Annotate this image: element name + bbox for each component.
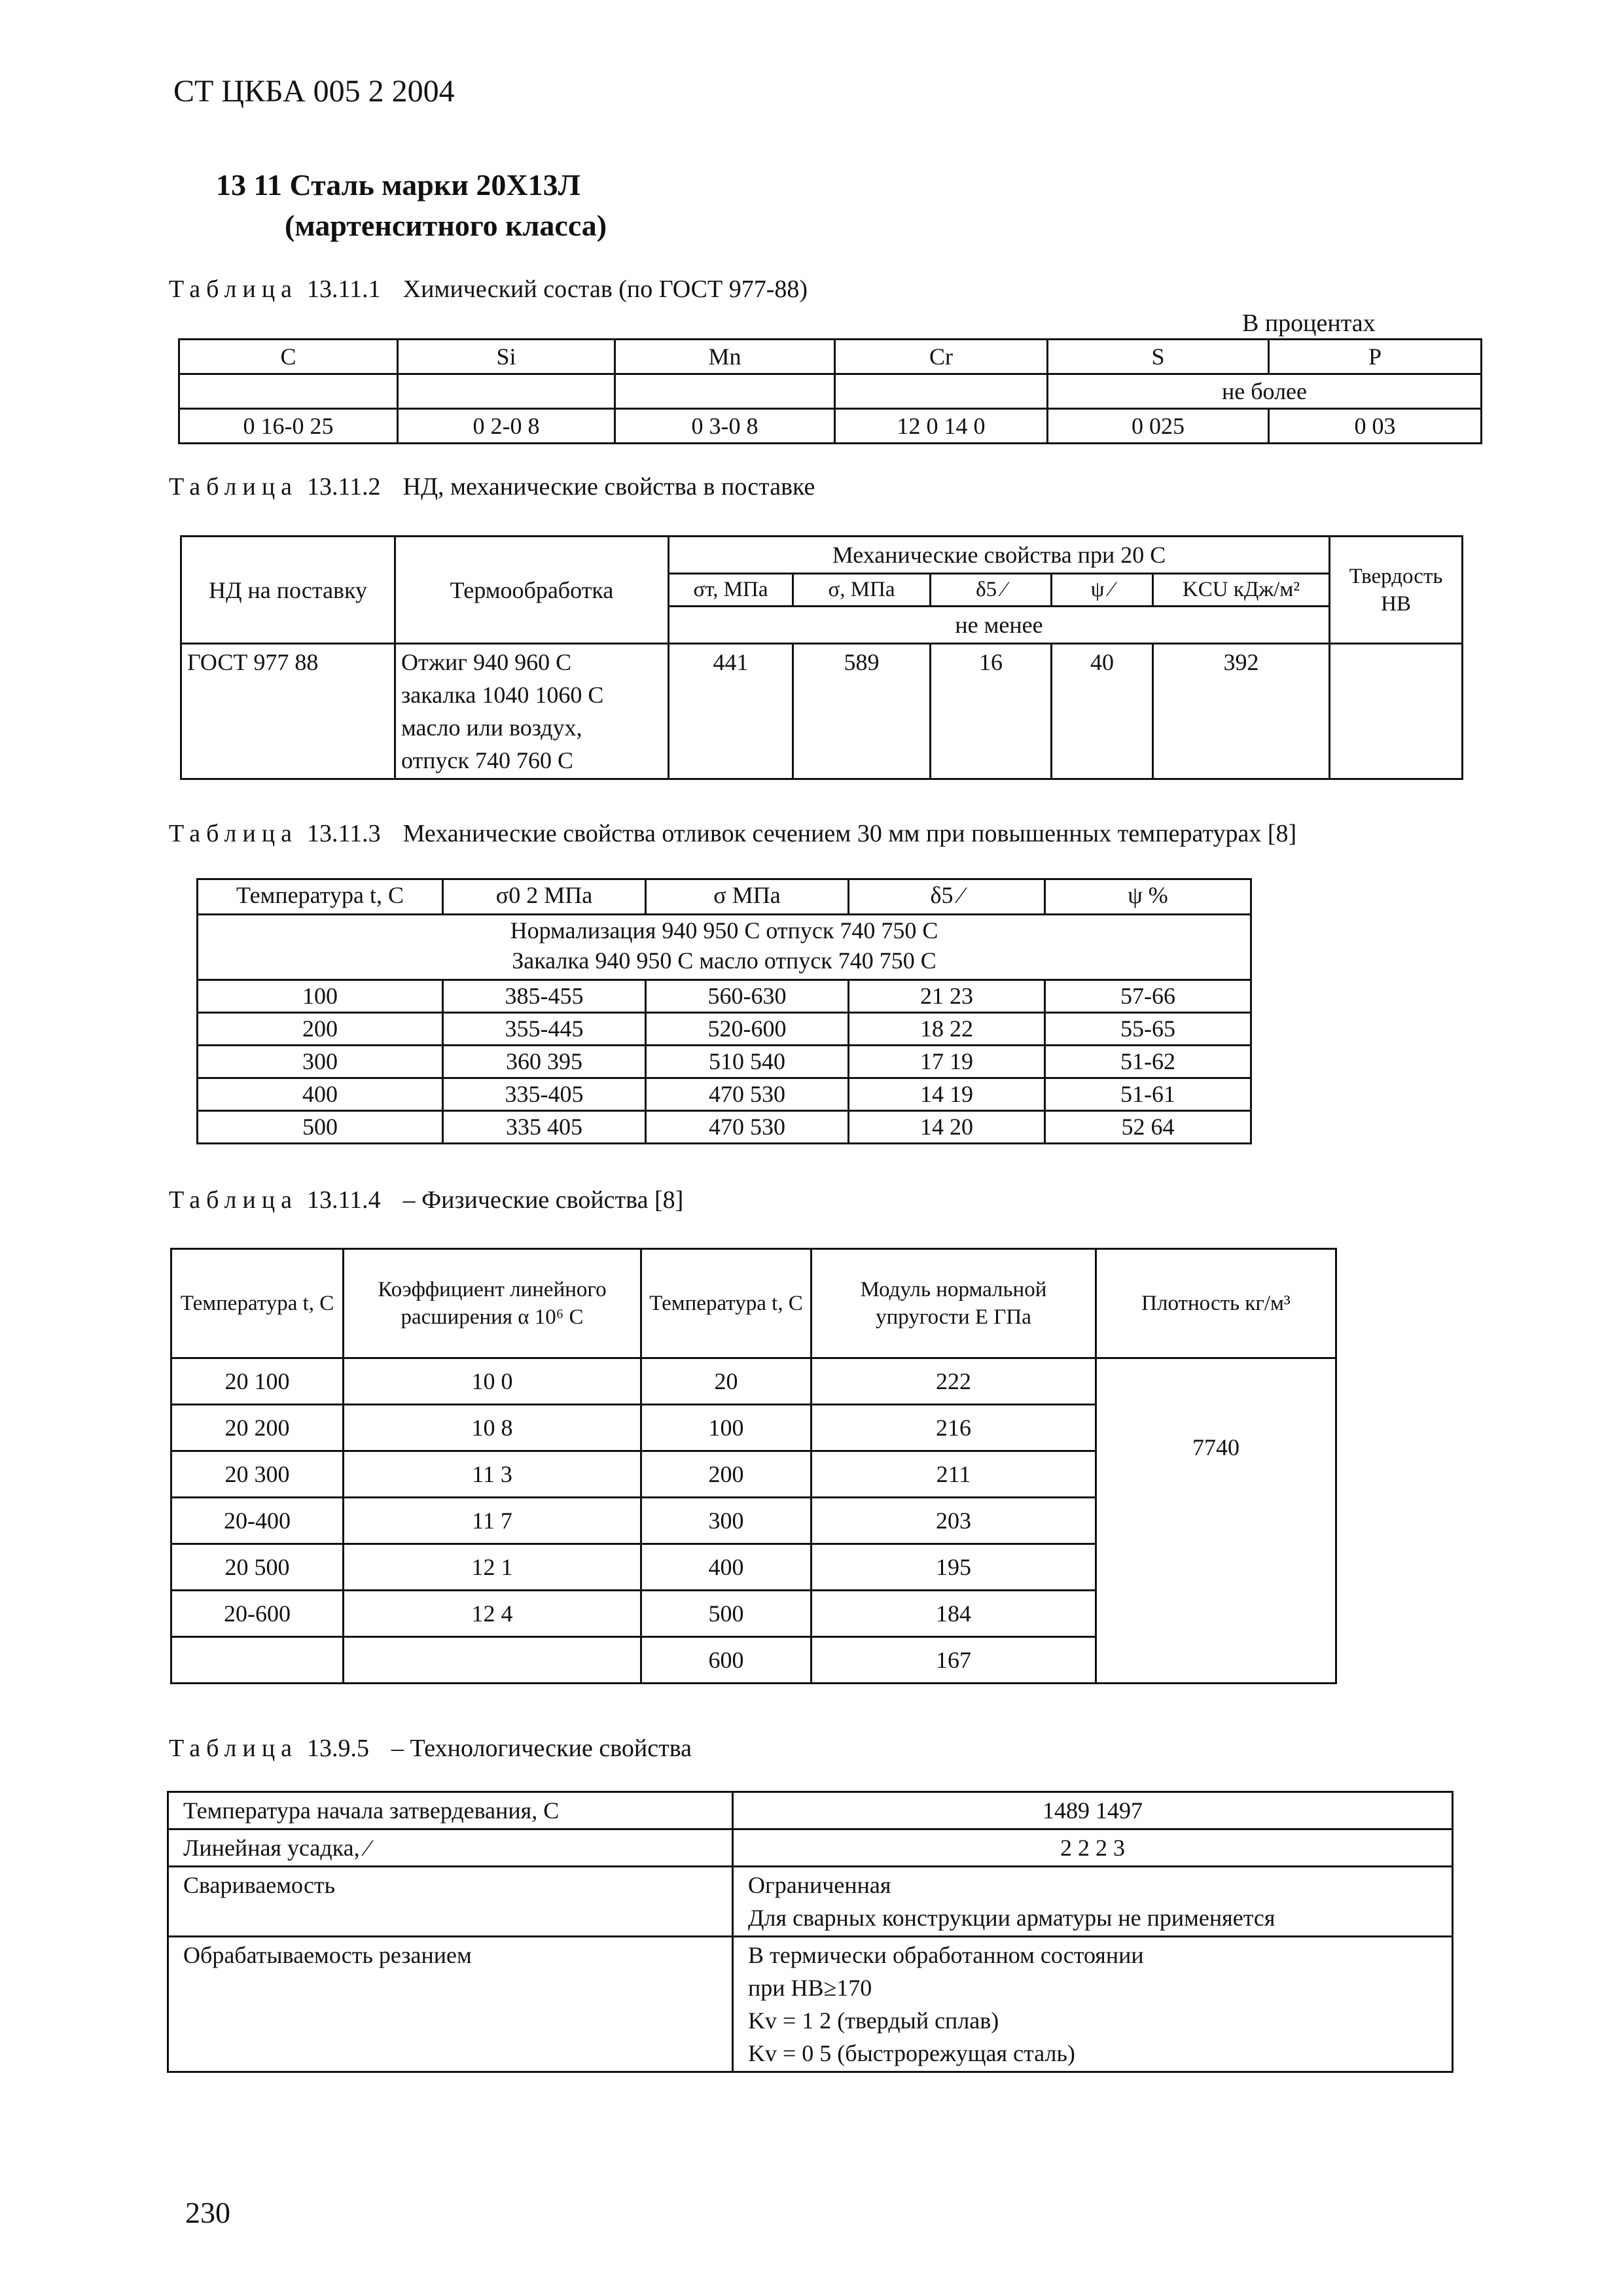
value-line: Kv = 0 5 (быстрорежущая сталь) (748, 2040, 1075, 2066)
subheader-cell: не более (1048, 374, 1482, 409)
property-cell: Линейная усадка, ⁄ (168, 1829, 733, 1867)
header-cell: Температура t, С (171, 1249, 344, 1358)
table-cell: 195 (812, 1544, 1096, 1591)
table-cell: 51-61 (1045, 1078, 1251, 1111)
table-row (198, 1013, 1251, 1046)
header-cell: C (179, 340, 398, 374)
property-cell: Свариваемость (168, 1867, 733, 1937)
table1-unit-note: В процентах (1242, 309, 1376, 337)
table-cell: 11 7 (344, 1498, 641, 1544)
table-cell: 21 23 (849, 980, 1045, 1013)
table-cell: 500 (198, 1111, 443, 1144)
value-cell: 0 16-0 25 (179, 409, 398, 444)
table-cell: 20 500 (171, 1544, 344, 1591)
header-cell: Коэффициент линейного расширения α 10⁶ С (344, 1249, 641, 1358)
page-number: 230 (185, 2196, 230, 2229)
caption-number: 13.9.5 (307, 1735, 370, 1762)
table5-caption (169, 1734, 692, 1763)
header-cell: Mn (615, 340, 835, 374)
value-cell (733, 1867, 1453, 1937)
property-cell: Обрабатываемость резанием (168, 1937, 733, 2072)
table-cell: 20-600 (171, 1591, 344, 1637)
header-cell: S (1048, 340, 1269, 374)
value-line: при НВ≥170 (748, 1975, 872, 2001)
header-cell: Температура t, С (641, 1249, 812, 1358)
table-cell: 203 (812, 1498, 1096, 1544)
table-cell: 14 19 (849, 1078, 1045, 1111)
value-cell: 1489 1497 (733, 1792, 1453, 1829)
table-cell: 470 530 (646, 1078, 849, 1111)
value-cell: 12 0 14 0 (835, 409, 1048, 444)
caption-label: Таблица (169, 1735, 298, 1762)
table-cell: 14 20 (849, 1111, 1045, 1144)
header-cell: Температура t, С (198, 879, 443, 915)
table-cell: 335-405 (443, 1078, 646, 1111)
header-cell: P (1269, 340, 1482, 374)
physical-properties-table (170, 1248, 1337, 1684)
sub-header-cell: KCU кДж/м² (1153, 574, 1330, 607)
caption-number: 13.11.4 (307, 1186, 381, 1214)
heat-treatment-line: отпуск 740 760 С (401, 747, 574, 773)
table-cell: 470 530 (646, 1111, 849, 1144)
sub-header-cell: σ, МПа (793, 574, 931, 607)
table-cell: 20 100 (171, 1358, 344, 1405)
header-cell: Модуль нормальной упругости Е ГПа (812, 1249, 1096, 1358)
table-cell: 17 19 (849, 1046, 1045, 1078)
table-row (168, 1867, 1453, 1937)
table-cell: 20 200 (171, 1405, 344, 1451)
table-cell: 400 (198, 1078, 443, 1111)
value-line: В термически обработанном состоянии (748, 1942, 1144, 1968)
table-cell: 100 (198, 980, 443, 1013)
table-cell: 222 (812, 1358, 1096, 1405)
value-line: Ограниченная (748, 1872, 891, 1898)
header-cell: δ5 ⁄ (849, 879, 1045, 915)
table-cell: 10 0 (344, 1358, 641, 1405)
caption-number: 13.11.1 (307, 275, 381, 303)
value-cell: 40 (1052, 644, 1153, 779)
table1-caption (169, 275, 808, 304)
value-cell (733, 1937, 1453, 2072)
table-row (171, 1358, 1336, 1405)
table-cell: 55-65 (1045, 1013, 1251, 1046)
chemical-composition-table (178, 338, 1482, 444)
caption-label: Таблица (169, 1186, 298, 1214)
heat-treatment-header: Термообработка (395, 537, 669, 644)
table-cell: 20-400 (171, 1498, 344, 1544)
table-cell: 335 405 (443, 1111, 646, 1144)
table-cell: 510 540 (646, 1046, 849, 1078)
table-row (168, 1937, 1453, 2072)
table-cell: 216 (812, 1405, 1096, 1451)
table-cell (171, 1637, 344, 1684)
sub-header-cell: δ5 ⁄ (931, 574, 1052, 607)
table-row (198, 980, 1251, 1013)
table-cell: 600 (641, 1637, 812, 1684)
caption-text: – Физические свойства [8] (402, 1186, 684, 1214)
value-cell: 2 2 2 3 (733, 1829, 1453, 1867)
caption-text: Механические свойства отливок сечением 30 мм при повышенных температурах [8] (402, 820, 1297, 847)
table-row (198, 1046, 1251, 1078)
mech-properties-header: Механические свойства при 20 С (669, 537, 1330, 574)
sub-header-cell: ψ ⁄ (1052, 574, 1153, 607)
section-title-line1: 13 11 Сталь марки 20Х13Л (216, 168, 580, 202)
value-cell: 0 2-0 8 (398, 409, 615, 444)
table-cell: 200 (641, 1451, 812, 1498)
table-cell: 400 (641, 1544, 812, 1591)
density-cell: 7740 (1096, 1358, 1336, 1684)
value-cell: 589 (793, 644, 931, 779)
property-cell: Температура начала затвердевания, С (168, 1792, 733, 1829)
header-cell: σ МПа (646, 879, 849, 915)
heat-treatment-line: Отжиг 940 960 С (401, 649, 572, 675)
section-title-line2: (мартенситного класса) (285, 209, 607, 242)
table-cell: 300 (641, 1498, 812, 1544)
table-cell: 51-62 (1045, 1046, 1251, 1078)
caption-number: 13.11.2 (307, 473, 381, 501)
treatment-line: Нормализация 940 950 С отпуск 740 750 С (510, 917, 938, 944)
caption-label: Таблица (169, 820, 298, 847)
table-cell (344, 1637, 641, 1684)
header-cell: ψ % (1045, 879, 1251, 915)
value-cell: 392 (1153, 644, 1330, 779)
table-cell: 360 395 (443, 1046, 646, 1078)
value-cell: 0 025 (1048, 409, 1269, 444)
table-cell: 12 1 (344, 1544, 641, 1591)
table-cell: 167 (812, 1637, 1096, 1684)
treatment-cell (198, 915, 1251, 980)
table-cell: 10 8 (344, 1405, 641, 1451)
elevated-temperature-properties-table (196, 878, 1252, 1144)
value-line: Kv = 1 2 (твердый сплав) (748, 2007, 999, 2034)
hardness-cell (1330, 644, 1463, 779)
table-cell: 11 3 (344, 1451, 641, 1498)
table-cell: 300 (198, 1046, 443, 1078)
value-cell: 16 (931, 644, 1052, 779)
table-cell: 200 (198, 1013, 443, 1046)
table-cell: 385-455 (443, 980, 646, 1013)
sub-header-cell: σт, МПа (669, 574, 793, 607)
table-cell: 12 4 (344, 1591, 641, 1637)
table-cell: 100 (641, 1405, 812, 1451)
heat-treatment-line: закалка 1040 1060 С (401, 682, 604, 708)
value-line: Для сварных конструкции арматуры не применяется (748, 1905, 1275, 1931)
value-cell: 0 3-0 8 (615, 409, 835, 444)
value-cell: 0 03 (1269, 409, 1482, 444)
heat-treatment-cell (395, 644, 669, 779)
caption-text: – Технологические свойства (391, 1735, 692, 1762)
document-code: СТ ЦКБА 005 2 2004 (173, 74, 455, 109)
table-cell: 520-600 (646, 1013, 849, 1046)
header-cell: Cr (835, 340, 1048, 374)
mechanical-properties-table (180, 535, 1463, 780)
table-cell: 355-445 (443, 1013, 646, 1046)
caption-text: НД, механические свойства в поставке (402, 473, 815, 501)
caption-text: Химический состав (по ГОСТ 977-88) (402, 275, 808, 303)
nd-cell: ГОСТ 977 88 (181, 644, 395, 779)
header-cell: Si (398, 340, 615, 374)
table-cell: 18 22 (849, 1013, 1045, 1046)
nd-header: НД на поставку (181, 537, 395, 644)
table-cell: 52 64 (1045, 1111, 1251, 1144)
header-cell: σ0 2 МПа (443, 879, 646, 915)
section-title (216, 165, 607, 246)
caption-number: 13.11.3 (307, 820, 381, 847)
table-cell: 184 (812, 1591, 1096, 1637)
heat-treatment-line: масло или воздух, (401, 715, 582, 741)
table-cell: 57-66 (1045, 980, 1251, 1013)
table2-caption (169, 472, 815, 501)
table-cell: 20 300 (171, 1451, 344, 1498)
table-row (168, 1829, 1453, 1867)
caption-label: Таблица (169, 275, 298, 303)
caption-label: Таблица (169, 473, 298, 501)
table3-caption (169, 819, 1296, 848)
table4-caption (169, 1186, 683, 1214)
table-row (198, 1078, 1251, 1111)
table-cell: 211 (812, 1451, 1096, 1498)
treatment-line: Закалка 940 950 С масло отпуск 740 750 С (512, 947, 936, 974)
header-cell: Плотность кг/м³ (1096, 1249, 1336, 1358)
technological-properties-table (167, 1791, 1454, 2073)
value-cell: 441 (669, 644, 793, 779)
hardness-header: Твердость НВ (1330, 537, 1463, 644)
min-label: не менее (669, 607, 1330, 644)
table-cell: 560-630 (646, 980, 849, 1013)
table-row (168, 1792, 1453, 1829)
table-cell: 20 (641, 1358, 812, 1405)
table-cell: 500 (641, 1591, 812, 1637)
table-row (198, 1111, 1251, 1144)
